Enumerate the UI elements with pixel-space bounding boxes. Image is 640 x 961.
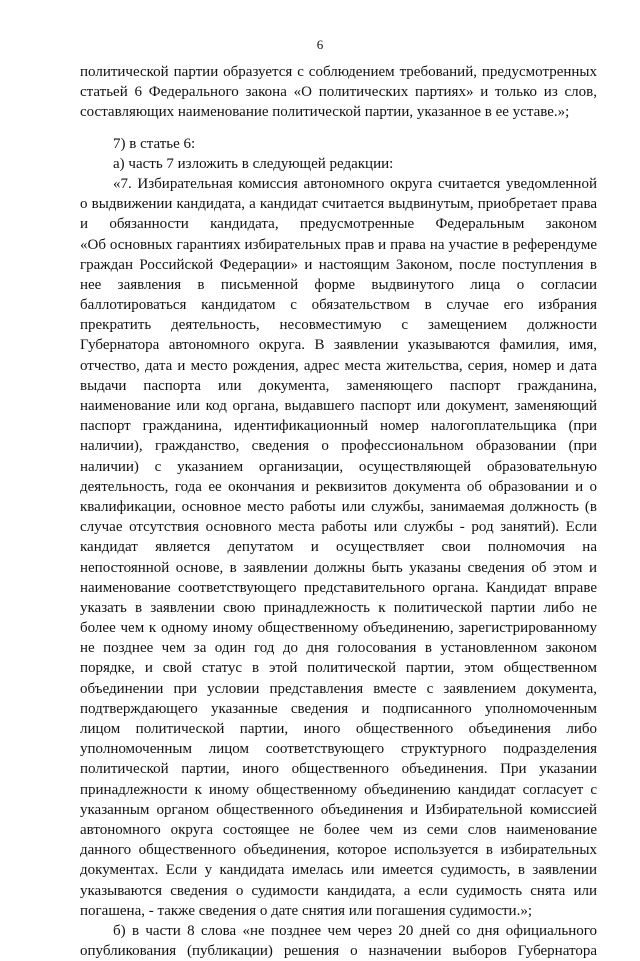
document-body: [80, 62, 597, 961]
text-line: баллотироваться кандидатом с обязательством в случае его избрания: [80, 297, 597, 314]
text-line: не позднее чем за один год до дня голосования в установленном законом: [80, 640, 597, 657]
text-line: наличии) с указанием организации, осуществляющей образовательную: [80, 458, 597, 475]
paragraph-p3: [80, 174, 597, 921]
text-line: указать в заявлении свою принадлежность к политической партии либо не: [80, 599, 597, 616]
text-line: уполномоченным лицом соответствующего структурного подразделения: [80, 741, 597, 758]
text-line: «7. Избирательная комиссия автономного округа считается уведомленной: [113, 175, 597, 192]
text-line: наименование соответствующего представительного органа. Кандидат вправе: [80, 579, 597, 596]
text-line: случае отсутствия основного места работы или службы - род занятий). Если: [80, 519, 597, 536]
text-line: наименование или код органа, выдавшего паспорт или документ, заменяющий: [80, 398, 597, 414]
page-number: 6: [316, 37, 324, 52]
paragraph-p4: [80, 921, 597, 961]
text-line: непостоянной основе, в заявлении должны быть указаны сведения об этом и: [80, 559, 597, 576]
text-line: более чем к одному иному общественному объединению, зарегистрированному: [80, 620, 597, 637]
text-line: статьей 6 Федерального закона «О политических партиях» и только из слов,: [80, 84, 597, 101]
text-line: лицом политической партии, иного общественного объединения либо: [80, 721, 597, 737]
text-line: кандидат является депутатом и осуществляет свои полномочия на: [80, 539, 597, 556]
text-line: наличии), гражданство, сведения о профессиональном образовании (при: [80, 438, 597, 455]
text-line: о выдвижении кандидата, а кандидат считается выдвинутым, приобретает права: [80, 196, 597, 213]
text-line: отчество, дата и место рождения, адрес места жительства, серия, номер и дата: [80, 357, 597, 374]
text-line: прекратить деятельность, несовместимую с замещением должности: [80, 317, 597, 334]
text-line: б) в части 8 слова «не позднее чем через 20 дней со дня официального: [113, 922, 597, 939]
paragraph-p1: [80, 134, 597, 154]
text-line: политической партии, иного общественного объединения. При указании: [80, 761, 597, 778]
text-line: данного общественного объединения, которое используется в избирательных: [80, 842, 597, 859]
text-line: указанным органом общественного объединения и Избирательной комиссией: [80, 801, 597, 818]
text-line: составляющих наименование политической партии, указанное в ее уставе.»;: [80, 104, 570, 121]
text-line: граждан Российской Федерации» и настоящим Законом, после поступления в: [80, 256, 597, 273]
text-line: Губернатора автономного округа. В заявлении указываются фамилия, имя,: [80, 337, 597, 354]
text-line: деятельность, года ее окончания и реквизитов документа об образовании и о: [80, 478, 597, 495]
text-line: опубликования (публикации) решения о назначении выборов Губернатора: [80, 943, 597, 960]
text-line: принадлежности к иному общественному объединению кандидат согласует с: [80, 781, 597, 798]
text-line: автономного округа состоящее не более чем из семи слов наименование: [80, 821, 597, 838]
text-line: политической партии образуется с соблюдением требований, предусмотренных: [80, 64, 597, 80]
text-line: квалификации, основное место работы или службы, занимаемая должность (в: [80, 498, 597, 515]
paragraph-p2: [80, 154, 597, 174]
text-line: указываются сведения о судимости кандидата, а если судимость снята или: [80, 882, 597, 899]
paragraph-gap: [80, 123, 597, 134]
paragraph-p0: [80, 62, 597, 123]
text-line: подтверждающего указанные сведения и подписанного уполномоченным: [80, 700, 597, 717]
text-line: нее заявления в письменной форме выдвинутого лица о согласии: [80, 276, 597, 293]
text-line: и обязанности кандидата, предусмотренные Федеральным законом: [80, 216, 597, 233]
text-line: порядке, и свой статус в этой политической партии, этом общественном: [80, 660, 597, 677]
text-line: «Об основных гарантиях избирательных прав и права на участие в референдуме: [80, 236, 597, 253]
text-line: погашена, - также сведения о дате снятия или погашения судимости.»;: [80, 902, 533, 919]
text-line: объединении при условии представления вместе с заявлением документа,: [80, 680, 597, 697]
text-line: выдачи паспорта или документа, заменяющего паспорт гражданина,: [80, 377, 597, 394]
text-line: а) часть 7 изложить в следующей редакции:: [113, 155, 394, 172]
text-line: документах. Если у кандидата имелась или имеется судимость, в заявлении: [80, 862, 597, 879]
text-line: 7) в статье 6:: [113, 135, 196, 152]
text-line: паспорт гражданина, идентификационный номер налогоплательщика (при: [80, 418, 597, 435]
